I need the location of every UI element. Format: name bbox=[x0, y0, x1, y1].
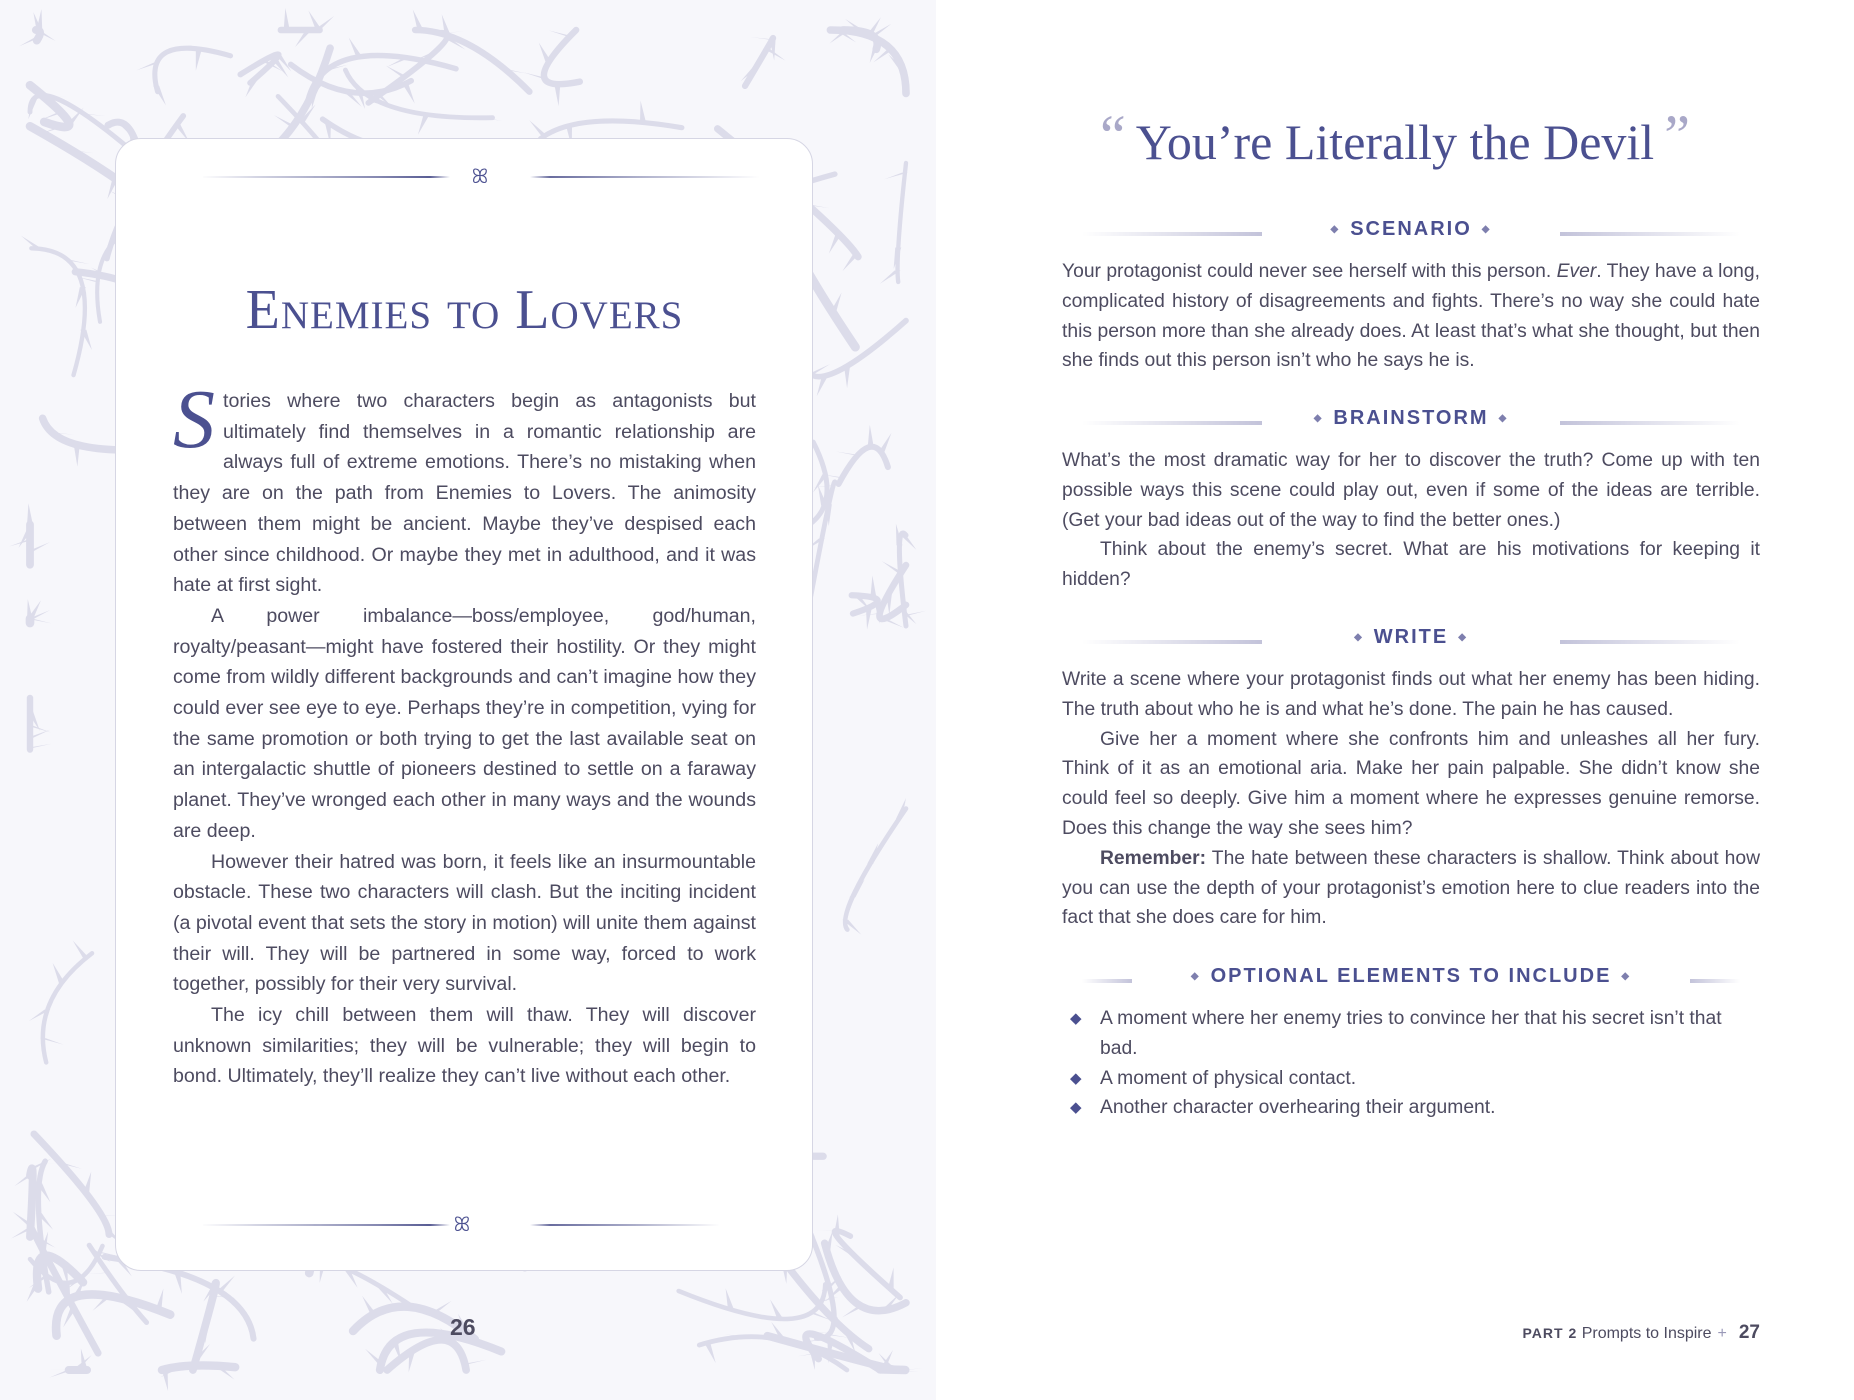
diamond-bullet-icon: ◆ bbox=[1070, 1010, 1082, 1027]
thorn-vine bbox=[898, 163, 906, 282]
svg-text:ꕤ: ꕤ bbox=[471, 167, 489, 187]
thorn-vine bbox=[155, 48, 231, 91]
thorn bbox=[27, 503, 33, 525]
thorn bbox=[539, 43, 552, 63]
scenario-section bbox=[1062, 218, 1760, 376]
section-heading: ◆ BRAINSTORM ◆ bbox=[1062, 407, 1760, 437]
thorn bbox=[640, 101, 646, 123]
thorn-vine bbox=[541, 121, 682, 139]
thorn bbox=[74, 445, 80, 467]
thorn bbox=[554, 84, 560, 106]
thorn bbox=[402, 84, 414, 104]
plus-separator-icon: + bbox=[1717, 1325, 1727, 1342]
thorn-vine bbox=[544, 30, 580, 84]
close-quote-icon: ” bbox=[1664, 103, 1690, 168]
thorn-vine bbox=[56, 1294, 170, 1335]
paragraph: A power imbalance—boss/employee, god/human, royalty/peasant—might have fostered their hostility. Or they might come from wildly different backgrounds and can’t imagine how they could ever see eye to eye. Perhaps they’re in competition, vying for the same promotion or both trying to get the last available seat on an intergalactic shuttle of pioneers destined to settle on a faraway planet. They’ve wronged each other in many ways and the wounds are deep. bbox=[173, 604, 756, 842]
right-page bbox=[936, 0, 1854, 1400]
list-item: ◆ Another character overhearing their argument. bbox=[1062, 1093, 1760, 1123]
thorn bbox=[284, 8, 290, 30]
thorn bbox=[881, 619, 904, 628]
thorn bbox=[529, 120, 547, 136]
thorn bbox=[418, 115, 430, 135]
running-footer bbox=[1522, 1322, 1760, 1344]
thorn-vine bbox=[31, 248, 85, 375]
thorn bbox=[844, 366, 850, 388]
thorn-vine bbox=[240, 54, 278, 83]
open-quote-icon: “ bbox=[1100, 103, 1126, 168]
paragraph: Stories where two characters begin as antagonists but ultimately find themselves in a romantic relationship are always full of extreme emotions. There’s no mistaking when they are on the path from Enemies to Lovers. The animosity between them might be ancient. Maybe they’ve despised each other since childhood. Or maybe they met in adulthood, and it was hate at first sight. bbox=[173, 373, 756, 597]
thorn bbox=[409, 1351, 416, 1373]
thorn bbox=[196, 49, 202, 71]
thorn-vine bbox=[745, 38, 773, 86]
thorn bbox=[36, 9, 42, 31]
left-body-text bbox=[173, 373, 756, 1092]
svg-text:ꕤ: ꕤ bbox=[453, 1215, 471, 1235]
thorn bbox=[866, 608, 872, 630]
write-section bbox=[1062, 626, 1760, 933]
thorn-vine bbox=[30, 1168, 33, 1237]
thorn bbox=[430, 1301, 451, 1313]
paragraph: The icy chill between them will thaw. They will discover unknown similarities; they will be vulnerable; they will begin to bond. Ultimately, they’ll realize they can’t live without each other. bbox=[173, 1004, 756, 1088]
thorn bbox=[770, 1299, 783, 1319]
thorn-vine bbox=[43, 953, 92, 1062]
thorn bbox=[834, 1214, 840, 1236]
paragraph: What’s the most dramatic way for her to discover the truth? Come up with ten possible ways this scene could play out, even if some of the ideas are terrible. (Get your bad ideas out of the way to find the better ones.) bbox=[1062, 450, 1760, 531]
page-number-left: 26 bbox=[450, 1314, 476, 1340]
section-heading: ◆ OPTIONAL ELEMENTS TO INCLUDE ◆ bbox=[1062, 965, 1760, 995]
optional-elements-list bbox=[1062, 1004, 1760, 1123]
thorn bbox=[73, 940, 89, 958]
thorn bbox=[386, 65, 408, 76]
scenario-text: Your protagonist could never see herself with this person. Ever. They have a long, complicated history of disagreements and fights. There’s no way she could hate this person more than she already does. At least that’s what she thought, but then she finds out this person isn’t who he says he is. bbox=[1062, 261, 1760, 372]
thorn bbox=[704, 1343, 715, 1363]
bottom-ornament-divider bbox=[200, 1215, 760, 1235]
thorn bbox=[870, 576, 876, 598]
chapter-title: Enemies to Lovers bbox=[245, 279, 684, 341]
footer-section: Prompts to Inspire bbox=[1581, 1325, 1712, 1342]
remember-paragraph: Remember: The hate between these characters is shallow. Think about how you can use the depth of your protagonist’s emotion here to clue readers into the fact that she does care for him. bbox=[1062, 847, 1760, 929]
paragraph: Give her a moment where she confronts him and unleashes all her fury. Think of it as an emotional aria. Make her pain palpable. She didn’t know she could feel so deeply. Give him a moment where he expresses genuine remorse. Does this change the way she sees him? bbox=[1062, 728, 1760, 839]
list-item: ◆ A moment where her enemy tries to convince her that his secret isn’t that bad. bbox=[1062, 1004, 1760, 1064]
brainstorm-section bbox=[1062, 407, 1760, 595]
list-item: ◆ A moment of physical contact. bbox=[1062, 1064, 1760, 1094]
page-number-right: 27 bbox=[1738, 1322, 1760, 1343]
section-heading: ◆ SCENARIO ◆ bbox=[1062, 218, 1760, 248]
thorn bbox=[888, 1267, 894, 1289]
paragraph: However their hatred was born, it feels like an insurmountable obstacle. These two characters will clash. But the inciting incident (a pivotal event that sets the story in motion) will unite them against their will. They will be partnered in some way, forced to work together, possibly for their very survival. bbox=[173, 850, 756, 996]
diamond-bullet-icon: ◆ bbox=[1070, 1069, 1082, 1087]
thorn bbox=[886, 593, 892, 615]
paragraph: Write a scene where your protagonist finds out what her enemy has been hiding. The truth about who he is and what he’s done. The pain he has caused. bbox=[1062, 669, 1760, 720]
thorn bbox=[868, 425, 874, 447]
prompt-title: “ You’re Literally the Devil ” bbox=[1100, 103, 1690, 170]
thorn bbox=[842, 254, 859, 271]
paragraph: Think about the enemy’s secret. What are his motivations for keeping it hidden? bbox=[1062, 539, 1760, 591]
top-ornament-divider bbox=[200, 167, 760, 187]
thorn bbox=[809, 1348, 815, 1370]
footer-part: PART 2 bbox=[1522, 1325, 1578, 1341]
thorn bbox=[162, 1369, 168, 1391]
optional-elements-section bbox=[1062, 965, 1760, 1123]
thorn-vine bbox=[845, 809, 906, 930]
section-heading: ◆ WRITE ◆ bbox=[1062, 626, 1760, 656]
drop-cap: S bbox=[173, 373, 215, 466]
diamond-bullet-icon: ◆ bbox=[1070, 1099, 1082, 1117]
